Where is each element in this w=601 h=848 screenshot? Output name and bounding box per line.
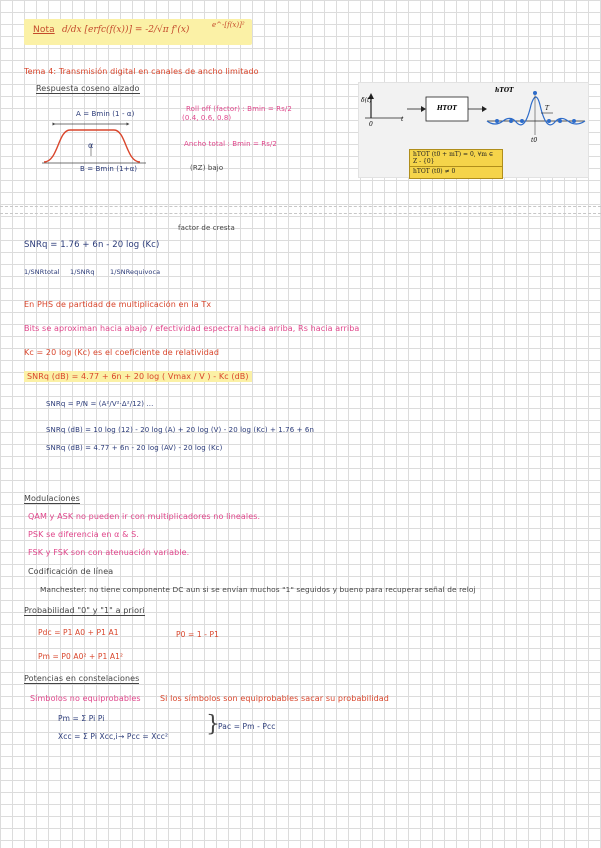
formula-highlight-box xyxy=(24,19,252,45)
mod-line-2: PSK se diferencia en α & S. xyxy=(28,530,139,539)
subtitle-coseno-alzado: Respuesta coseno alzado xyxy=(36,84,140,93)
p0-formula: P0 = 1 - P1 xyxy=(176,630,219,639)
manchester-note: Manchester: no tiene componente DC aun si se envían muchos "1" seguidos y bueno para recuperar señal de reloj xyxy=(40,585,476,594)
rolloff-note: Roll off (factor) : Bmin = Rs/2 xyxy=(186,105,292,113)
snr-eq2-q: 1/SNRq xyxy=(70,268,95,276)
fig-top-label: A = Bmin (1 - α) xyxy=(76,110,135,118)
snr-derivation-3: SNRq (dB) = 4.77 + 6n - 20 log (AV) - 20 log (Kc) xyxy=(46,444,223,452)
input-zero-label: 0 xyxy=(369,121,373,128)
pcc-formula: → Pcc = Xcc² xyxy=(118,732,169,741)
snr-highlight-text: SNRq (dB) = 4.77 + 6n + 20 log ( Vmax / V ) - Kc (dB) xyxy=(24,371,252,382)
htot-condition-2: hTOT (t0) ≠ 0 xyxy=(413,168,456,175)
erfc-derivative-formula: d/dx [erfc(f(x))] = -2/√π f'(x) xyxy=(62,25,190,35)
rz-bajo-note: (RZ) bajo xyxy=(190,164,224,172)
pac-formula: Pac = Pm - Pcc xyxy=(218,722,276,731)
pm-sum-formula: Pm = Σ Pi Pi xyxy=(58,714,105,723)
codificacion-title: Codificación de línea xyxy=(28,567,114,576)
erfc-exponent: e^-[f(x)]² xyxy=(212,21,245,29)
input-t-label: t xyxy=(401,116,404,123)
htot-box-label: HTOT xyxy=(437,105,457,112)
htot-conditions-box xyxy=(409,149,503,179)
potencias-title: Potencias en constelaciones xyxy=(24,674,140,683)
potencias-line-2: Si los símbolos son equiprobables sacar su probabilidad xyxy=(160,694,389,703)
fig-alpha-label: α xyxy=(88,141,94,150)
brace: } xyxy=(206,712,220,737)
snr-eq1: SNRq = 1.76 + 6n - 20 log (Kc) xyxy=(24,240,160,250)
nota-label: Nota xyxy=(33,25,55,35)
potencias-line-1: Símbolos no equiprobables xyxy=(30,694,141,703)
pm-prob-formula: Pm = P0 A0² + P1 A1² xyxy=(38,652,124,661)
fig-bottom-label: B = Bmin (1+α) xyxy=(80,165,138,173)
t0-label: t0 xyxy=(531,137,538,144)
snr-eq2-total: 1/SNRtotal xyxy=(24,268,60,276)
period-tau-label: T xyxy=(545,105,550,112)
xcc-sum-formula: Xcc = Σ Pi Xcc,i xyxy=(58,732,118,741)
page-separator-bottom xyxy=(0,213,601,214)
modulaciones-title: Modulaciones xyxy=(24,494,80,503)
delta-input-label: δ(t) xyxy=(361,97,372,104)
snr-line-3: Kc = 20 log (Kc) es el coeficiente de relatividad xyxy=(24,348,220,357)
snr-derivation-2: SNRq (dB) = 10 log (12) - 20 log (A) + 20 log (V) - 20 log (Kc) + 1.76 + 6n xyxy=(46,426,314,434)
page-separator-top xyxy=(0,206,601,207)
mod-line-3: FSK y FSK son con atenuación variable. xyxy=(28,548,190,557)
snr-line-2: Bits se aproximan hacia abajo / efectividad espectral hacia arriba, Rs hacia arriba xyxy=(24,324,360,333)
snr-line-1: En PHS de partidad de multiplicación en la Tx xyxy=(24,300,212,309)
factor-cresta-note: factor de cresta xyxy=(178,224,235,232)
rolloff-values: (0.4, 0.6, 0.8) xyxy=(182,114,232,122)
section-title-tema4: Tema 4: Transmisión digital en canales de ancho limitado xyxy=(24,67,259,76)
pdc-formula: Pdc = P1 A0 + P1 A1 xyxy=(38,628,119,637)
probabilidad-title: Probabilidad "0" y "1" a priori xyxy=(24,606,145,615)
htot-condition-1: hTOT (t0 + mT) = 0, ∀m ∈ Z - {0} xyxy=(410,150,502,167)
snr-eq2-equivoca: 1/SNRequivoca xyxy=(110,268,161,276)
ancho-total-note: Ancho total : Bmin = Rs/2 xyxy=(184,140,277,148)
htot-output-label: hTOT xyxy=(495,87,514,94)
snr-highlight-formula xyxy=(24,372,252,381)
snr-derivation-1: SNRq = P/N = (A²/V²·Δ²/12) ... xyxy=(46,400,154,408)
mod-line-1: QAM y ASK no pueden ir con multiplicadores no lineales. xyxy=(28,512,261,521)
